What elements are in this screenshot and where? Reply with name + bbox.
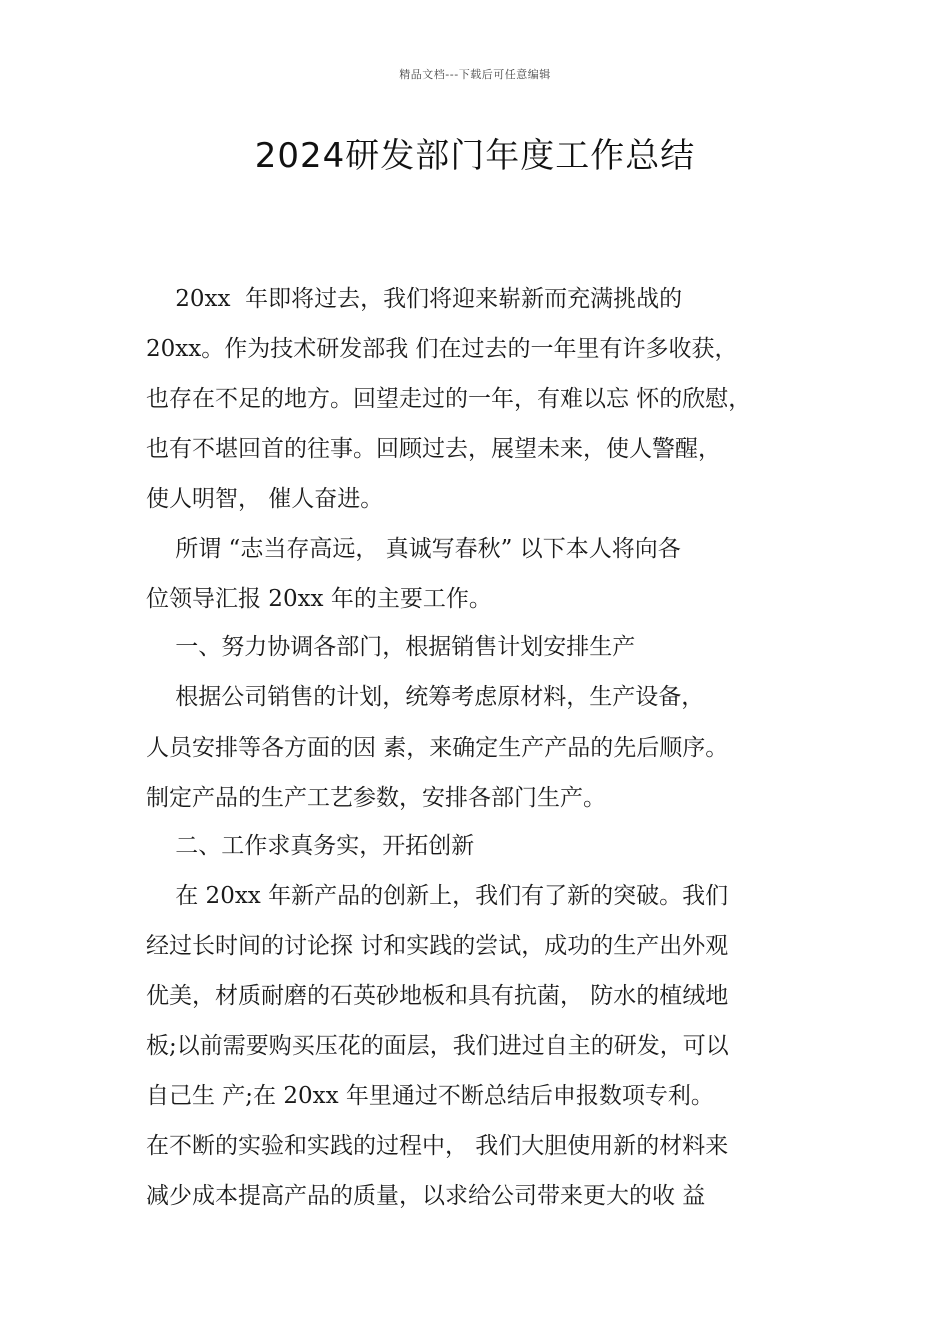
body-line: 板;以前需要购买压花的面层，我们进过自主的研发，可以 — [146, 1033, 729, 1059]
document-title: 2024研发部门年度工作总结 — [254, 136, 696, 176]
body-line: 在不断的实验和实践的过程中， 我们大胆使用新的材料来 — [146, 1133, 729, 1159]
body-line: 优美，材质耐磨的石英砂地板和具有抗菌， 防水的植绒地 — [146, 983, 729, 1009]
body-line: 位领导汇报 20xx 年的主要工作。 — [146, 586, 492, 612]
body-line: 使人明智， 催人奋进。 — [146, 486, 384, 512]
body-line: 也存在不足的地方。回望走过的一年，有难以忘 怀的欣慰， — [146, 386, 752, 412]
body-line: 减少成本提高产品的质量，以求给公司带来更大的收 益 — [146, 1183, 706, 1209]
body-line: 20xx。作为技术研发部我 们在过去的一年里有许多收获， — [146, 336, 738, 362]
body-line: 20xx 年即将过去，我们将迎来崭新而充满挑战的 — [146, 286, 683, 312]
header-note: 精品文档---下载后可任意编辑 — [399, 68, 551, 81]
body-line: 经过长时间的讨论探 讨和实践的尝试，成功的生产出外观 — [146, 933, 729, 959]
body-line: 在 20xx 年新产品的创新上，我们有了新的突破。我们 — [146, 883, 729, 909]
body-line: 所谓 “志当存高远， 真诚写春秋” 以下本人将向各 — [146, 536, 681, 562]
body-line: 制定产品的生产工艺参数，安排各部门生产。 — [146, 785, 606, 811]
section-heading: 二、工作求真务实，开拓创新 — [146, 833, 475, 859]
body-line: 人员安排等各方面的因 素，来确定生产产品的先后顺序。 — [146, 735, 729, 761]
body-line: 根据公司销售的计划，统筹考虑原材料，生产设备， — [146, 684, 705, 710]
section-heading: 一、努力协调各部门，根据销售计划安排生产 — [146, 634, 636, 660]
body-line: 也有不堪回首的往事。回顾过去，展望未来，使人警醒， — [146, 436, 721, 462]
body-line: 自己生 产;在 20xx 年里通过不断总结后申报数项专利。 — [146, 1083, 714, 1109]
